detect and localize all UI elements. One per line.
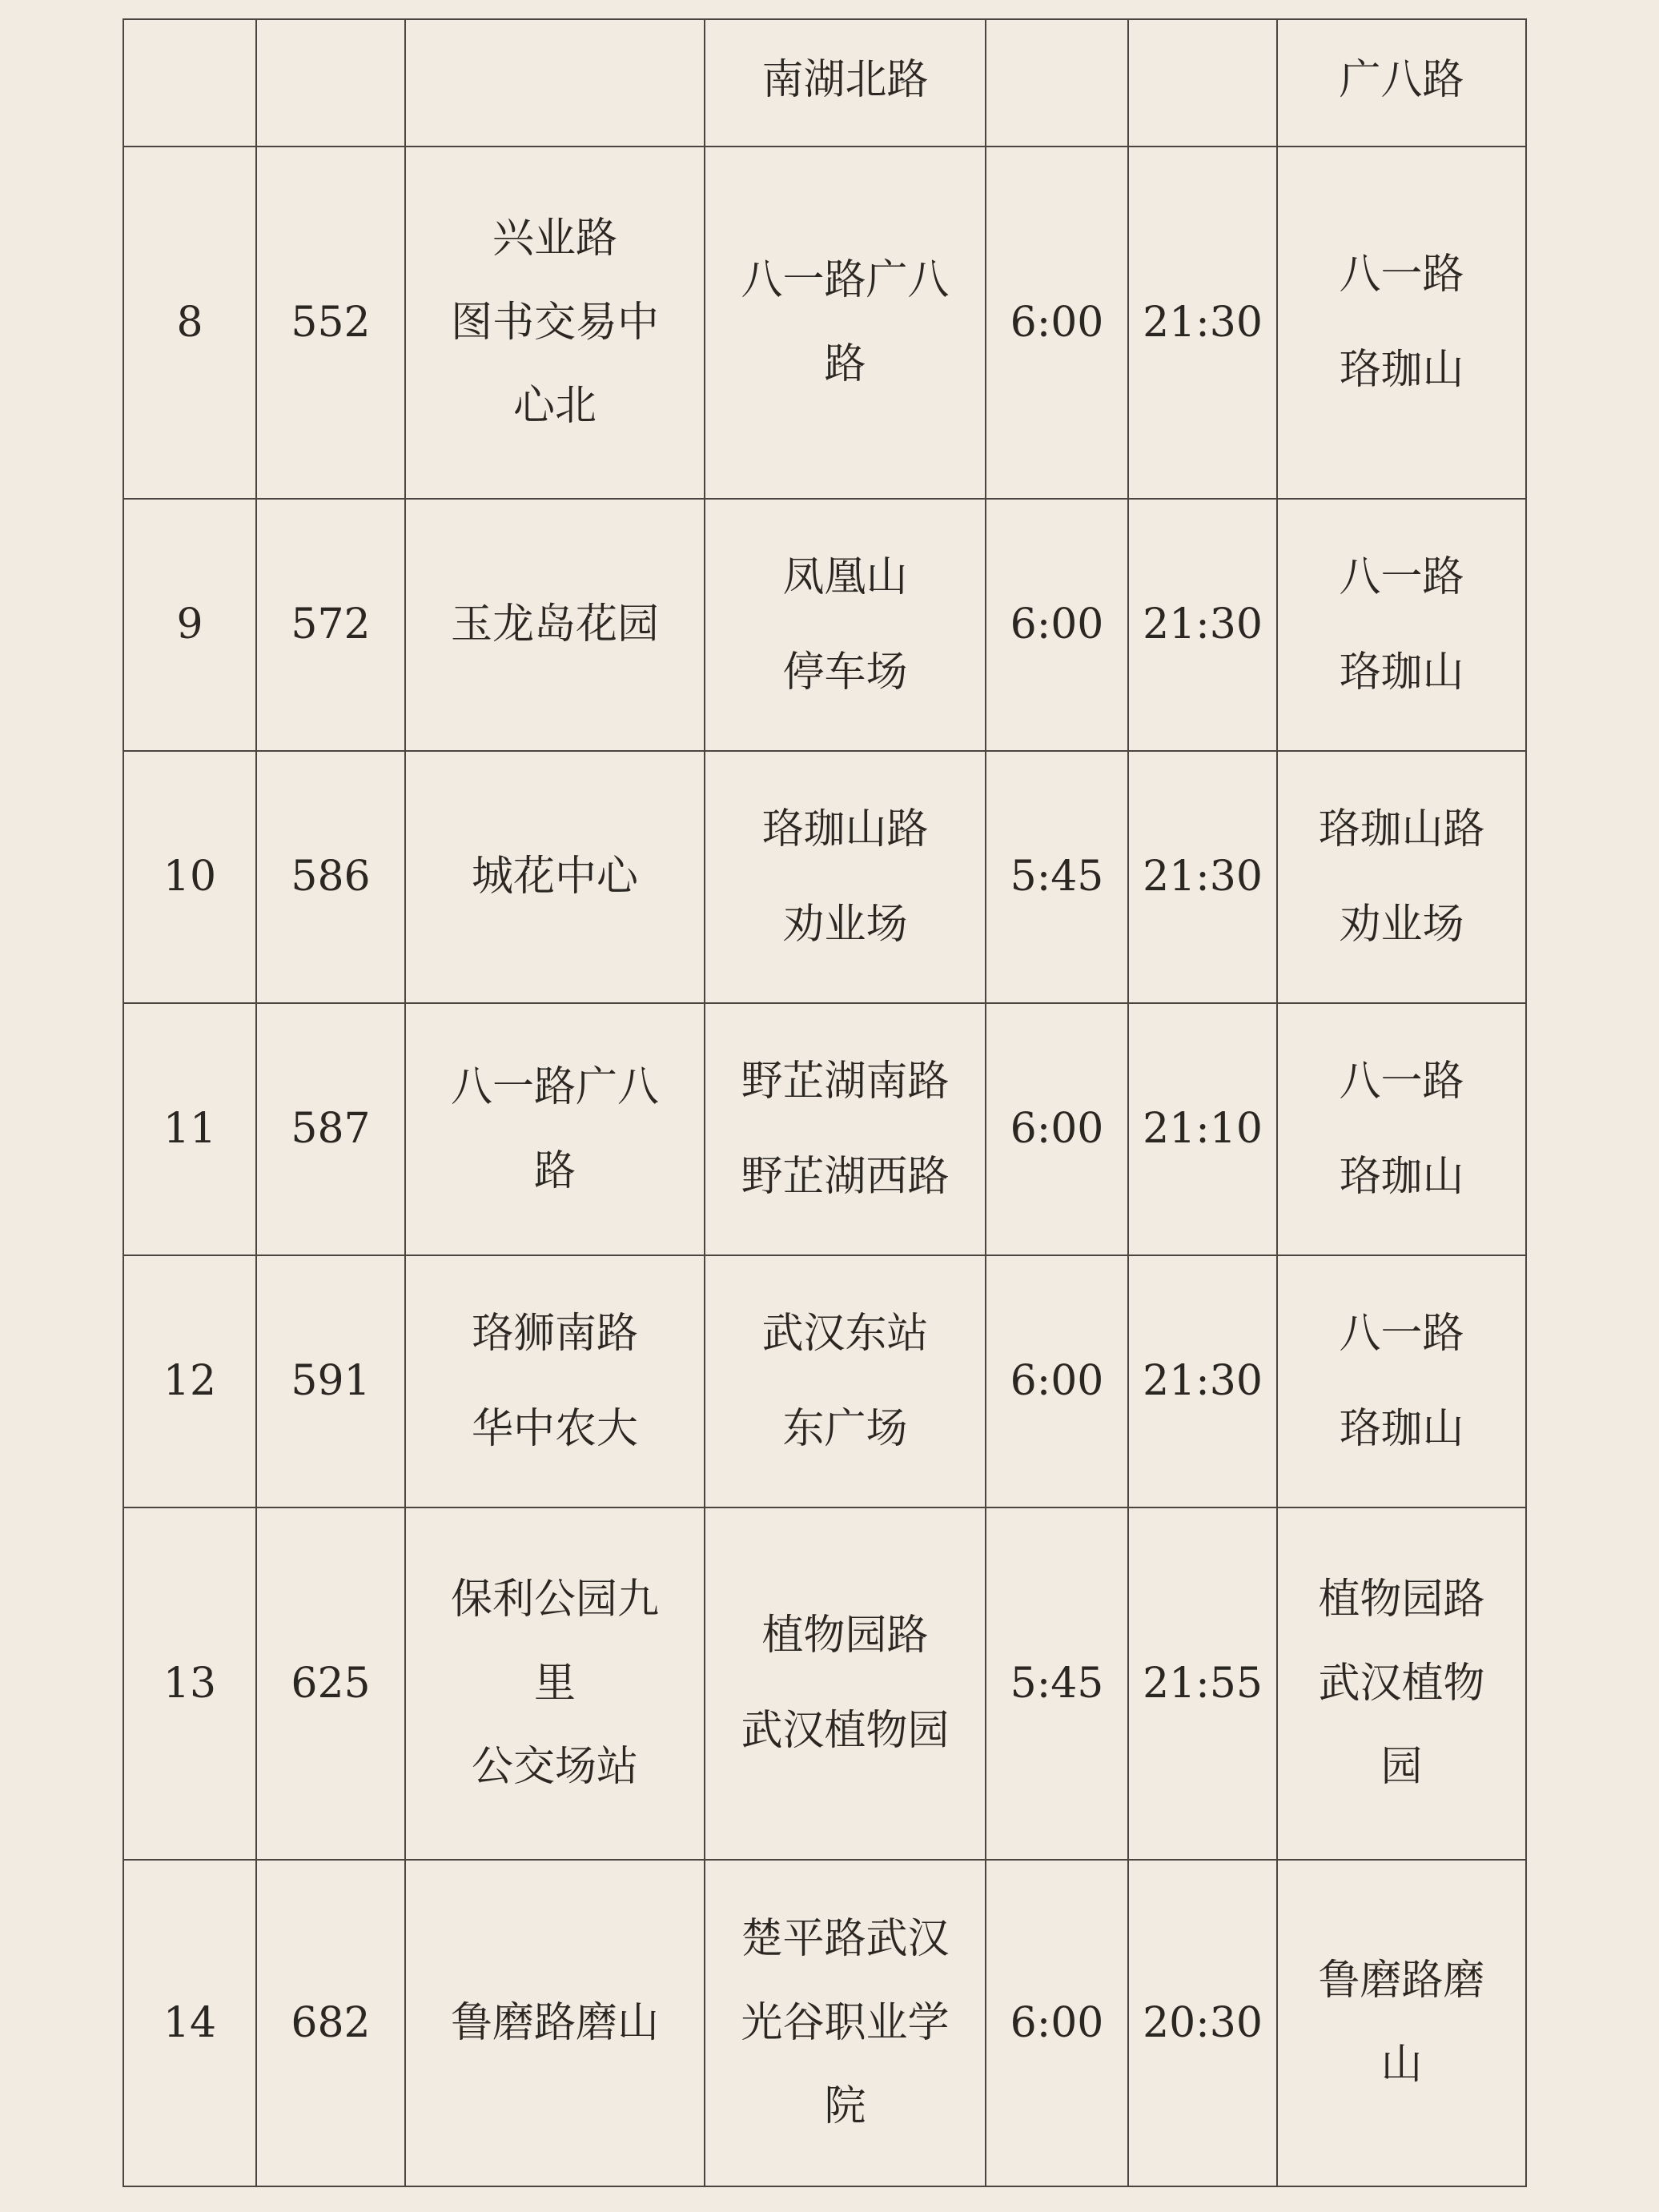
terminal-line: 广八路 xyxy=(1339,56,1464,104)
table-row xyxy=(123,499,1526,751)
row-number-cell: 14 xyxy=(123,1860,256,2186)
origin-line: 公交场站 xyxy=(471,1743,638,1792)
origin-line: 保利公园九 xyxy=(450,1576,659,1624)
terminal-line: 珞珈山 xyxy=(1339,346,1464,394)
origin-line: 里 xyxy=(533,1659,576,1708)
bus-route-table xyxy=(123,18,1527,2187)
route-number-cell: 572 xyxy=(256,499,405,751)
terminal-line: 山 xyxy=(1380,2041,1423,2089)
terminal-line: 八一路 xyxy=(1339,552,1464,601)
table-row xyxy=(123,1003,1526,1255)
via-line: 光谷职业学 xyxy=(741,1998,950,2047)
last-bus-cell: 21:30 xyxy=(1128,1255,1277,1507)
origin-line: 路 xyxy=(533,1146,576,1195)
row-number-cell: 8 xyxy=(123,147,256,499)
origin-line: 华中农大 xyxy=(471,1404,638,1453)
first-bus-cell: 5:45 xyxy=(986,1507,1128,1860)
terminal-line: 八一路 xyxy=(1339,1057,1464,1106)
origin-line: 珞狮南路 xyxy=(471,1309,638,1358)
via-line: 武汉东站 xyxy=(761,1309,929,1358)
origin-line: 玉龙岛花园 xyxy=(450,600,659,649)
terminal-line: 武汉植物 xyxy=(1318,1659,1485,1708)
route-number-cell: 591 xyxy=(256,1255,405,1507)
terminal-cell xyxy=(1277,499,1526,751)
via-line: 院 xyxy=(824,2082,866,2131)
via-line: 劝业场 xyxy=(782,900,908,949)
row-number-cell: 10 xyxy=(123,751,256,1003)
last-bus-cell: 21:30 xyxy=(1128,751,1277,1003)
last-bus-cell xyxy=(1128,19,1277,147)
table-row xyxy=(123,147,1526,499)
origin-line: 心北 xyxy=(512,382,597,431)
route-number-cell: 587 xyxy=(256,1003,405,1255)
origin-line: 兴业路 xyxy=(492,215,617,263)
row-number-cell: 9 xyxy=(123,499,256,751)
via-line: 珞珈山路 xyxy=(761,805,929,853)
first-bus-cell: 6:00 xyxy=(986,1860,1128,2186)
via-cell xyxy=(705,751,986,1003)
via-cell xyxy=(705,19,986,147)
origin-line: 城花中心 xyxy=(471,853,638,901)
origin-cell xyxy=(405,1255,705,1507)
origin-line: 八一路广八 xyxy=(450,1062,659,1111)
last-bus-cell: 21:30 xyxy=(1128,499,1277,751)
via-line: 凤凰山 xyxy=(782,552,908,601)
via-cell xyxy=(705,1255,986,1507)
last-bus-cell: 21:55 xyxy=(1128,1507,1277,1860)
terminal-line: 植物园路 xyxy=(1318,1576,1485,1624)
via-line: 八一路广八 xyxy=(741,256,950,305)
via-line: 野芷湖南路 xyxy=(741,1057,950,1106)
terminal-cell xyxy=(1277,147,1526,499)
table-row xyxy=(123,1507,1526,1860)
via-line: 楚平路武汉 xyxy=(741,1915,950,1964)
route-number-cell: 625 xyxy=(256,1507,405,1860)
row-number-cell: 12 xyxy=(123,1255,256,1507)
terminal-line: 鲁磨路磨 xyxy=(1318,1957,1485,2005)
route-number-cell: 552 xyxy=(256,147,405,499)
origin-cell xyxy=(405,19,705,147)
via-line: 南湖北路 xyxy=(761,56,929,104)
via-cell xyxy=(705,1860,986,2186)
terminal-line: 珞珈山 xyxy=(1339,648,1464,697)
origin-line: 鲁磨路磨山 xyxy=(450,1998,659,2047)
terminal-line: 八一路 xyxy=(1339,251,1464,299)
row-number-cell xyxy=(123,19,256,147)
row-number-cell: 13 xyxy=(123,1507,256,1860)
origin-cell xyxy=(405,147,705,499)
last-bus-cell: 21:30 xyxy=(1128,147,1277,499)
terminal-line: 珞珈山 xyxy=(1339,1404,1464,1453)
via-cell xyxy=(705,1507,986,1860)
terminal-cell xyxy=(1277,1255,1526,1507)
terminal-cell xyxy=(1277,19,1526,147)
terminal-cell xyxy=(1277,1860,1526,2186)
first-bus-cell: 6:00 xyxy=(986,499,1128,751)
table-row xyxy=(123,19,1526,147)
via-cell xyxy=(705,1003,986,1255)
table-row xyxy=(123,751,1526,1003)
table-row xyxy=(123,1255,1526,1507)
via-line: 路 xyxy=(824,340,866,388)
origin-line: 图书交易中 xyxy=(450,298,659,347)
terminal-cell xyxy=(1277,751,1526,1003)
row-number-cell: 11 xyxy=(123,1003,256,1255)
terminal-line: 珞珈山 xyxy=(1339,1152,1464,1201)
last-bus-cell: 20:30 xyxy=(1128,1860,1277,2186)
terminal-line: 珞珈山路 xyxy=(1318,805,1485,853)
terminal-line: 劝业场 xyxy=(1339,900,1464,949)
via-line: 东广场 xyxy=(782,1404,908,1453)
via-line: 野芷湖西路 xyxy=(741,1152,950,1201)
terminal-line: 八一路 xyxy=(1339,1309,1464,1358)
first-bus-cell: 5:45 xyxy=(986,751,1128,1003)
origin-cell xyxy=(405,499,705,751)
origin-cell xyxy=(405,1003,705,1255)
via-line: 武汉植物园 xyxy=(741,1707,950,1755)
first-bus-cell xyxy=(986,19,1128,147)
terminal-cell xyxy=(1277,1003,1526,1255)
origin-cell xyxy=(405,751,705,1003)
route-number-cell: 682 xyxy=(256,1860,405,2186)
origin-cell xyxy=(405,1507,705,1860)
route-number-cell: 586 xyxy=(256,751,405,1003)
origin-cell xyxy=(405,1860,705,2186)
route-number-cell xyxy=(256,19,405,147)
first-bus-cell: 6:00 xyxy=(986,147,1128,499)
first-bus-cell: 6:00 xyxy=(986,1255,1128,1507)
via-line: 停车场 xyxy=(782,648,908,697)
first-bus-cell: 6:00 xyxy=(986,1003,1128,1255)
last-bus-cell: 21:10 xyxy=(1128,1003,1277,1255)
terminal-line: 园 xyxy=(1380,1743,1423,1792)
via-cell xyxy=(705,147,986,499)
via-line: 植物园路 xyxy=(761,1612,929,1660)
via-cell xyxy=(705,499,986,751)
bus-schedule-sheet xyxy=(123,18,1527,2187)
table-row xyxy=(123,1860,1526,2186)
terminal-cell xyxy=(1277,1507,1526,1860)
